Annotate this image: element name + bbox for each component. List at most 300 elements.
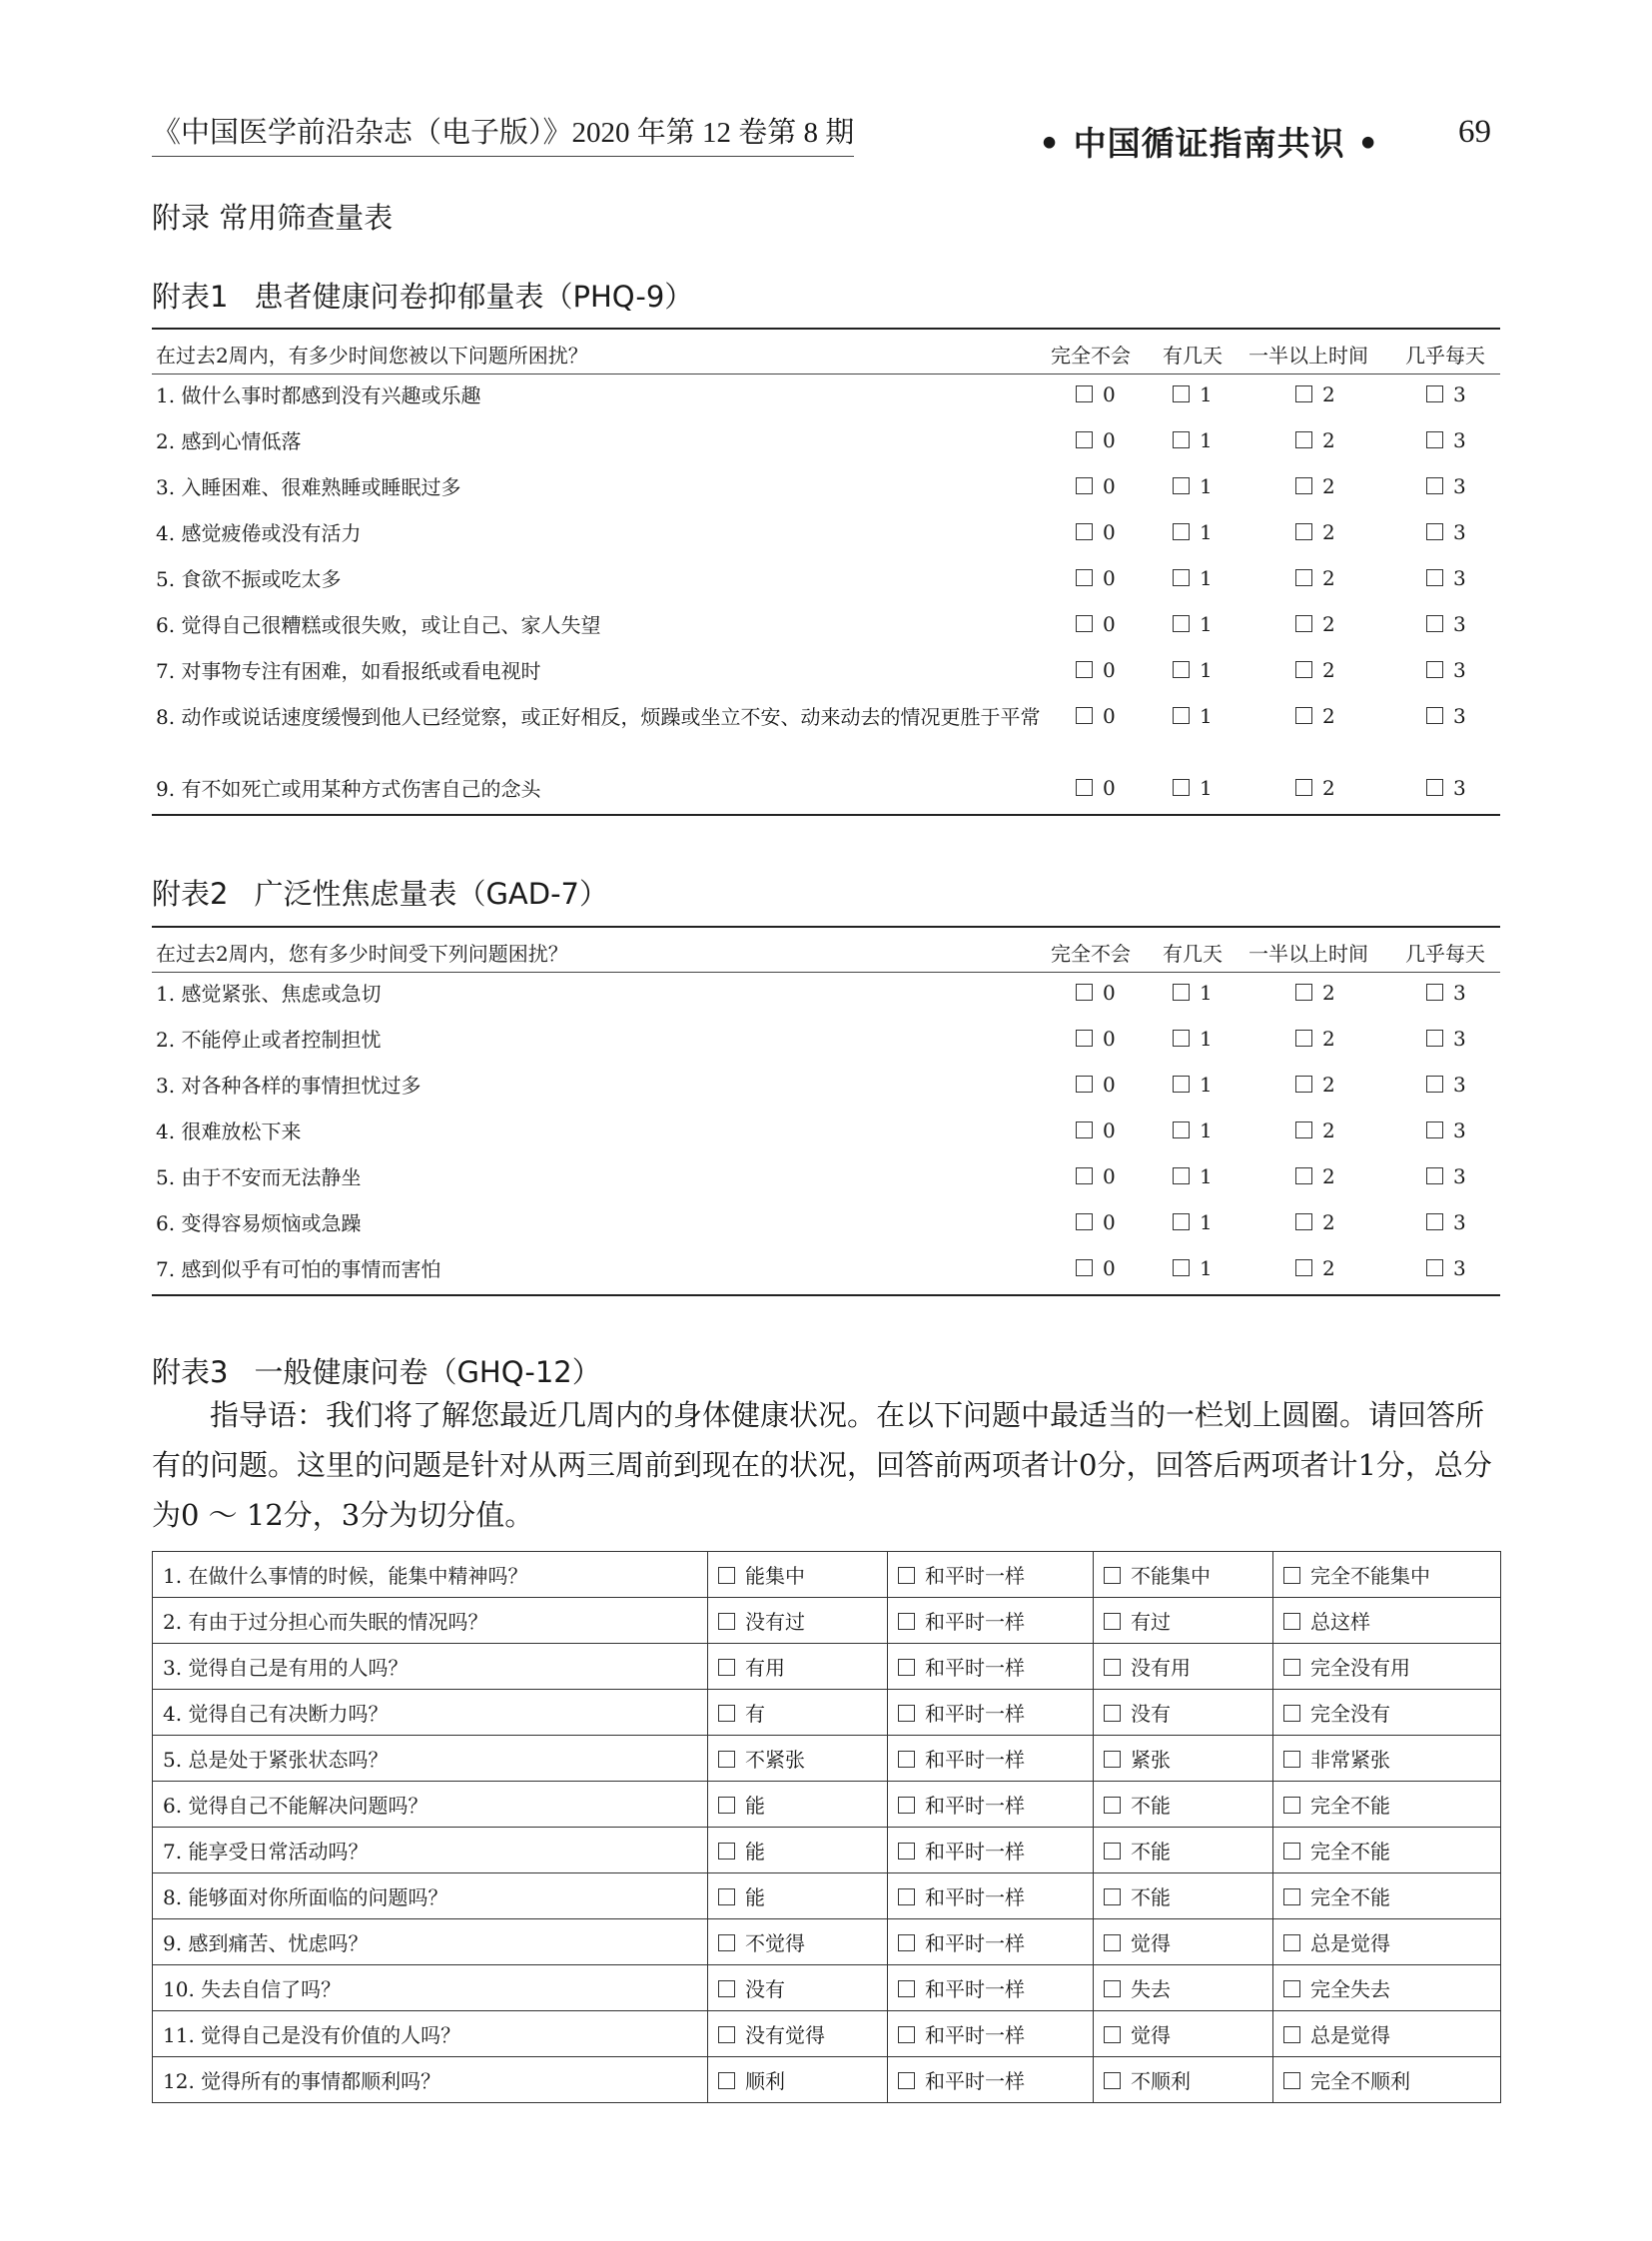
answer-option[interactable] — [888, 1552, 1094, 1598]
answer-option[interactable] — [888, 2011, 1094, 2057]
answer-option[interactable] — [708, 1919, 888, 1965]
score-option[interactable] — [1295, 1164, 1335, 1188]
checkbox[interactable] — [1283, 1705, 1300, 1722]
question-text: 7. 对事物专注有困难，如看报纸或看电视时 — [156, 659, 541, 683]
score-option[interactable] — [1173, 1210, 1213, 1234]
score-option[interactable] — [1426, 658, 1466, 682]
checkbox[interactable] — [1173, 1076, 1190, 1093]
score-option[interactable] — [1295, 1027, 1335, 1051]
checkbox[interactable] — [1426, 984, 1443, 1001]
checkbox[interactable] — [1426, 1076, 1443, 1093]
checkbox[interactable] — [1173, 661, 1190, 678]
score-option[interactable] — [1426, 1119, 1466, 1142]
checkbox[interactable] — [1173, 779, 1190, 796]
option-label: 能 — [745, 1840, 765, 1864]
appendix-title: 附录 常用筛查量表 — [152, 201, 394, 235]
option-label: 和平时一样 — [925, 1840, 1025, 1864]
checkbox[interactable] — [1173, 431, 1190, 448]
answer-option[interactable] — [888, 1690, 1094, 1736]
answer-option[interactable] — [888, 1919, 1094, 1965]
answer-option[interactable] — [708, 1644, 888, 1690]
answer-option[interactable] — [1094, 2011, 1273, 2057]
score-option[interactable] — [1426, 776, 1466, 800]
score-option[interactable] — [1295, 612, 1335, 636]
score-label: 0 — [1103, 520, 1116, 544]
score-label: 3 — [1453, 1256, 1466, 1280]
checkbox[interactable] — [898, 1797, 915, 1814]
checkbox[interactable] — [1173, 523, 1190, 540]
checkbox[interactable] — [1283, 1659, 1300, 1676]
score-option[interactable] — [1426, 981, 1466, 1005]
checkbox[interactable] — [1426, 1213, 1443, 1230]
table-row — [152, 650, 1500, 696]
checkbox[interactable] — [1295, 431, 1312, 448]
answer-option[interactable] — [1094, 1965, 1273, 2011]
checkbox[interactable] — [1426, 707, 1443, 724]
score-label: 2 — [1322, 612, 1335, 636]
checkbox[interactable] — [898, 1567, 915, 1584]
instruction-line: 有的问题。这里的问题是针对从两三周前到现在的状况，回答前两项者计0分，回答后两项者计1分，总分 — [152, 1448, 1492, 1482]
option-label: 没有觉得 — [745, 2023, 825, 2047]
checkbox[interactable] — [1076, 1167, 1093, 1184]
option-label: 完全没有用 — [1310, 1656, 1410, 1680]
score-option[interactable] — [1426, 566, 1466, 590]
answer-option[interactable] — [1094, 1598, 1273, 1644]
answer-option[interactable] — [1273, 1736, 1501, 1782]
checkbox[interactable] — [898, 1980, 915, 1997]
answer-option[interactable] — [1273, 2057, 1501, 2103]
answer-option[interactable] — [708, 1598, 888, 1644]
checkbox[interactable] — [1426, 1167, 1443, 1184]
option-label: 不紧张 — [745, 1748, 805, 1772]
score-option[interactable] — [1426, 474, 1466, 498]
question-text: 2. 有由于过分担心而失眠的情况吗？ — [153, 1598, 708, 1644]
score-label: 1 — [1200, 566, 1213, 590]
answer-option[interactable] — [1273, 1690, 1501, 1736]
answer-option[interactable] — [708, 1552, 888, 1598]
score-option[interactable] — [1076, 1027, 1116, 1051]
table-row — [152, 374, 1500, 420]
table-row — [152, 1248, 1500, 1294]
checkbox[interactable] — [718, 1751, 735, 1768]
checkbox[interactable] — [1426, 1121, 1443, 1138]
answer-option[interactable] — [1273, 1873, 1501, 1919]
score-option[interactable] — [1173, 1256, 1213, 1280]
score-option[interactable] — [1426, 1164, 1466, 1188]
answer-option[interactable] — [1273, 1644, 1501, 1690]
checkbox[interactable] — [1426, 523, 1443, 540]
table-row — [153, 1644, 1501, 1690]
score-option[interactable] — [1426, 1210, 1466, 1234]
score-label: 2 — [1322, 1119, 1335, 1142]
checkbox[interactable] — [1295, 779, 1312, 796]
answer-option[interactable] — [708, 1690, 888, 1736]
score-option[interactable] — [1295, 520, 1335, 544]
score-option[interactable] — [1173, 428, 1213, 452]
checkbox[interactable] — [1295, 1076, 1312, 1093]
checkbox[interactable] — [1295, 707, 1312, 724]
score-option[interactable] — [1173, 1027, 1213, 1051]
checkbox[interactable] — [898, 1888, 915, 1905]
checkbox[interactable] — [1283, 1888, 1300, 1905]
checkbox[interactable] — [718, 1843, 735, 1860]
checkbox[interactable] — [1295, 984, 1312, 1001]
checkbox[interactable] — [1295, 1030, 1312, 1047]
checkbox[interactable] — [1076, 431, 1093, 448]
score-option[interactable] — [1076, 981, 1116, 1005]
table-row — [152, 512, 1500, 558]
answer-option[interactable] — [1094, 1782, 1273, 1828]
answer-option[interactable] — [1094, 1644, 1273, 1690]
question-text: 10. 失去自信了吗？ — [153, 1965, 708, 2011]
option-label: 完全不能 — [1310, 1840, 1390, 1864]
score-option[interactable] — [1295, 1256, 1335, 1280]
score-option[interactable] — [1295, 1210, 1335, 1234]
score-label: 2 — [1322, 428, 1335, 452]
answer-option[interactable] — [1273, 1598, 1501, 1644]
score-option[interactable] — [1076, 612, 1116, 636]
checkbox[interactable] — [1295, 477, 1312, 494]
checkbox[interactable] — [718, 1705, 735, 1722]
question-prompt: 在过去2周内，有多少时间您被以下问题所困扰？ — [156, 344, 588, 368]
score-option[interactable] — [1076, 1256, 1116, 1280]
checkbox[interactable] — [1076, 661, 1093, 678]
option-label: 不觉得 — [745, 1931, 805, 1955]
checkbox[interactable] — [1283, 1613, 1300, 1630]
score-option[interactable] — [1076, 1119, 1116, 1142]
checkbox[interactable] — [1295, 523, 1312, 540]
checkbox[interactable] — [1283, 2072, 1300, 2089]
checkbox[interactable] — [1426, 385, 1443, 402]
score-option[interactable] — [1173, 520, 1213, 544]
checkbox[interactable] — [1426, 615, 1443, 632]
score-option[interactable] — [1076, 1073, 1116, 1097]
answer-option[interactable] — [708, 1873, 888, 1919]
checkbox[interactable] — [1076, 569, 1093, 586]
checkbox[interactable] — [1104, 1888, 1121, 1905]
checkbox[interactable] — [1104, 1934, 1121, 1951]
answer-option[interactable] — [708, 1828, 888, 1873]
checkbox[interactable] — [1173, 385, 1190, 402]
checkbox[interactable] — [1104, 1705, 1121, 1722]
answer-option[interactable] — [1094, 1828, 1273, 1873]
answer-option[interactable] — [708, 1782, 888, 1828]
checkbox[interactable] — [898, 1659, 915, 1676]
score-option[interactable] — [1295, 428, 1335, 452]
checkbox[interactable] — [1104, 1843, 1121, 1860]
table-row — [153, 1552, 1501, 1598]
answer-option[interactable] — [888, 1644, 1094, 1690]
checkbox[interactable] — [718, 2026, 735, 2043]
score-label: 1 — [1200, 981, 1213, 1005]
score-label: 2 — [1322, 382, 1335, 406]
checkbox[interactable] — [1426, 661, 1443, 678]
checkbox[interactable] — [1076, 1213, 1093, 1230]
score-option[interactable] — [1076, 1210, 1116, 1234]
answer-option[interactable] — [708, 2011, 888, 2057]
checkbox[interactable] — [1295, 569, 1312, 586]
answer-option[interactable] — [1094, 2057, 1273, 2103]
checkbox[interactable] — [718, 2072, 735, 2089]
checkbox[interactable] — [1295, 1167, 1312, 1184]
score-label: 3 — [1453, 658, 1466, 682]
score-option[interactable] — [1076, 428, 1116, 452]
score-option[interactable] — [1426, 1256, 1466, 1280]
answer-option[interactable] — [1273, 1919, 1501, 1965]
checkbox[interactable] — [718, 1934, 735, 1951]
score-option[interactable] — [1173, 704, 1213, 728]
score-label: 0 — [1103, 981, 1116, 1005]
checkbox[interactable] — [898, 2026, 915, 2043]
checkbox[interactable] — [1283, 1751, 1300, 1768]
checkbox[interactable] — [1173, 707, 1190, 724]
score-option[interactable] — [1076, 520, 1116, 544]
checkbox[interactable] — [898, 1934, 915, 1951]
checkbox[interactable] — [1283, 1567, 1300, 1584]
answer-option[interactable] — [708, 2057, 888, 2103]
score-option[interactable] — [1295, 1119, 1335, 1142]
score-option[interactable] — [1426, 612, 1466, 636]
score-option[interactable] — [1173, 612, 1213, 636]
checkbox[interactable] — [1173, 1121, 1190, 1138]
score-label: 1 — [1200, 1256, 1213, 1280]
score-label: 3 — [1453, 704, 1466, 728]
checkbox[interactable] — [1283, 1980, 1300, 1997]
answer-option[interactable] — [1094, 1552, 1273, 1598]
score-option[interactable] — [1295, 704, 1335, 728]
answer-option[interactable] — [888, 2057, 1094, 2103]
option-label: 有 — [745, 1702, 765, 1726]
checkbox[interactable] — [1283, 1843, 1300, 1860]
checkbox[interactable] — [718, 1980, 735, 1997]
checkbox[interactable] — [1283, 2026, 1300, 2043]
score-label: 1 — [1200, 658, 1213, 682]
score-option[interactable] — [1173, 1119, 1213, 1142]
score-label: 2 — [1322, 981, 1335, 1005]
checkbox[interactable] — [1173, 1259, 1190, 1276]
checkbox[interactable] — [1076, 1030, 1093, 1047]
checkbox[interactable] — [718, 1567, 735, 1584]
checkbox[interactable] — [1104, 2026, 1121, 2043]
gad7-table — [152, 926, 1500, 1296]
question-text: 8. 能够面对你所面临的问题吗？ — [153, 1873, 708, 1919]
score-option[interactable] — [1076, 1164, 1116, 1188]
answer-option[interactable] — [1094, 1690, 1273, 1736]
table-row — [153, 1828, 1501, 1873]
checkbox[interactable] — [1076, 477, 1093, 494]
option-label: 和平时一样 — [925, 2069, 1025, 2093]
checkbox[interactable] — [1104, 1797, 1121, 1814]
option-label: 有过 — [1131, 1610, 1171, 1634]
option-label: 觉得 — [1131, 1931, 1171, 1955]
score-option[interactable] — [1426, 382, 1466, 406]
checkbox[interactable] — [1104, 2072, 1121, 2089]
checkbox[interactable] — [1104, 1613, 1121, 1630]
score-option[interactable] — [1295, 382, 1335, 406]
score-option[interactable] — [1426, 1073, 1466, 1097]
checkbox[interactable] — [1173, 615, 1190, 632]
score-option[interactable] — [1173, 1073, 1213, 1097]
checkbox[interactable] — [1076, 707, 1093, 724]
score-label: 1 — [1200, 1210, 1213, 1234]
phq9-table-name: 患者健康问卷抑郁量表（PHQ-9） — [254, 280, 694, 314]
score-option[interactable] — [1295, 566, 1335, 590]
checkbox[interactable] — [718, 1659, 735, 1676]
checkbox[interactable] — [1173, 1030, 1190, 1047]
question-text: 6. 觉得自己很糟糕或很失败，或让自己、家人失望 — [156, 613, 601, 637]
answer-option[interactable] — [888, 1598, 1094, 1644]
score-option[interactable] — [1426, 520, 1466, 544]
checkbox[interactable] — [1283, 1934, 1300, 1951]
score-label: 2 — [1322, 1210, 1335, 1234]
option-label: 失去 — [1131, 1977, 1171, 2001]
score-option[interactable] — [1295, 776, 1335, 800]
score-label: 0 — [1103, 1164, 1116, 1188]
checkbox[interactable] — [1076, 779, 1093, 796]
checkbox[interactable] — [1076, 615, 1093, 632]
checkbox[interactable] — [1104, 1659, 1121, 1676]
table-row — [152, 1202, 1500, 1248]
score-option[interactable] — [1295, 658, 1335, 682]
answer-option[interactable] — [888, 1782, 1094, 1828]
question-text: 9. 有不如死亡或用某种方式伤害自己的念头 — [156, 777, 541, 801]
score-option[interactable] — [1295, 1073, 1335, 1097]
score-option[interactable] — [1295, 981, 1335, 1005]
checkbox[interactable] — [1426, 477, 1443, 494]
checkbox[interactable] — [1283, 1797, 1300, 1814]
score-label: 2 — [1322, 776, 1335, 800]
score-label: 0 — [1103, 566, 1116, 590]
score-option[interactable] — [1173, 658, 1213, 682]
question-text: 5. 总是处于紧张状态吗？ — [153, 1736, 708, 1782]
checkbox[interactable] — [1104, 1567, 1121, 1584]
checkbox[interactable] — [1104, 1751, 1121, 1768]
checkbox[interactable] — [1426, 431, 1443, 448]
question-text: 11. 觉得自己是没有价值的人吗？ — [153, 2011, 708, 2057]
checkbox[interactable] — [1295, 615, 1312, 632]
checkbox[interactable] — [1076, 1259, 1093, 1276]
score-label: 0 — [1103, 1256, 1116, 1280]
checkbox[interactable] — [1173, 1167, 1190, 1184]
answer-option[interactable] — [888, 1736, 1094, 1782]
checkbox[interactable] — [718, 1613, 735, 1630]
option-label: 能 — [745, 1794, 765, 1818]
checkbox[interactable] — [1426, 569, 1443, 586]
score-option[interactable] — [1173, 776, 1213, 800]
score-option[interactable] — [1076, 382, 1116, 406]
question-text: 4. 感觉疲倦或没有活力 — [156, 521, 362, 545]
score-option[interactable] — [1076, 474, 1116, 498]
checkbox[interactable] — [898, 1613, 915, 1630]
checkbox[interactable] — [1173, 569, 1190, 586]
option-label: 和平时一样 — [925, 1885, 1025, 1909]
column-header: 一半以上时间 — [1248, 942, 1368, 966]
answer-option[interactable] — [1094, 1873, 1273, 1919]
answer-option[interactable] — [888, 1828, 1094, 1873]
checkbox[interactable] — [1295, 1213, 1312, 1230]
score-option[interactable] — [1426, 428, 1466, 452]
question-text: 2. 感到心情低落 — [156, 429, 302, 453]
answer-option[interactable] — [1273, 1782, 1501, 1828]
answer-option[interactable] — [1094, 1736, 1273, 1782]
checkbox[interactable] — [1295, 661, 1312, 678]
answer-option[interactable] — [1273, 1965, 1501, 2011]
checkbox[interactable] — [1295, 1259, 1312, 1276]
score-option[interactable] — [1076, 566, 1116, 590]
option-label: 完全不能 — [1310, 1794, 1390, 1818]
question-text: 12. 觉得所有的事情都顺利吗？ — [153, 2057, 708, 2103]
checkbox[interactable] — [898, 1843, 915, 1860]
checkbox[interactable] — [1076, 523, 1093, 540]
option-label: 总这样 — [1310, 1610, 1370, 1634]
checkbox[interactable] — [1076, 984, 1093, 1001]
answer-option[interactable] — [708, 1965, 888, 2011]
checkbox[interactable] — [718, 1888, 735, 1905]
column-header: 有几天 — [1163, 344, 1223, 368]
score-label: 1 — [1200, 1073, 1213, 1097]
checkbox[interactable] — [1295, 385, 1312, 402]
answer-option[interactable] — [1094, 1919, 1273, 1965]
score-option[interactable] — [1295, 474, 1335, 498]
checkbox[interactable] — [1173, 1213, 1190, 1230]
answer-option[interactable] — [888, 1873, 1094, 1919]
page-number: 69 — [1458, 114, 1491, 150]
option-label: 能 — [745, 1885, 765, 1909]
checkbox[interactable] — [1295, 1121, 1312, 1138]
score-option[interactable] — [1173, 981, 1213, 1005]
checkbox[interactable] — [1076, 1121, 1093, 1138]
score-option[interactable] — [1426, 1027, 1466, 1051]
score-option[interactable] — [1076, 658, 1116, 682]
checkbox[interactable] — [1426, 1259, 1443, 1276]
option-label: 没有 — [745, 1977, 785, 2001]
score-option[interactable] — [1076, 704, 1116, 728]
score-option[interactable] — [1173, 1164, 1213, 1188]
checkbox[interactable] — [1104, 1980, 1121, 1997]
score-option[interactable] — [1076, 776, 1116, 800]
score-option[interactable] — [1173, 382, 1213, 406]
question-text: 4. 很难放松下来 — [156, 1120, 302, 1143]
checkbox[interactable] — [1076, 1076, 1093, 1093]
score-label: 0 — [1103, 1119, 1116, 1142]
table-row — [153, 1873, 1501, 1919]
checkbox[interactable] — [1173, 477, 1190, 494]
answer-option[interactable] — [888, 1965, 1094, 2011]
score-option[interactable] — [1173, 566, 1213, 590]
checkbox[interactable] — [1173, 984, 1190, 1001]
option-label: 没有过 — [745, 1610, 805, 1634]
answer-option[interactable] — [1273, 1828, 1501, 1873]
checkbox[interactable] — [1076, 385, 1093, 402]
option-label: 完全不顺利 — [1310, 2069, 1410, 2093]
answer-option[interactable] — [708, 1736, 888, 1782]
answer-option[interactable] — [1273, 1552, 1501, 1598]
option-label: 非常紧张 — [1310, 1748, 1390, 1772]
answer-option[interactable] — [1273, 2011, 1501, 2057]
checkbox[interactable] — [898, 1705, 915, 1722]
checkbox[interactable] — [1426, 779, 1443, 796]
checkbox[interactable] — [898, 2072, 915, 2089]
score-label: 3 — [1453, 776, 1466, 800]
checkbox[interactable] — [718, 1797, 735, 1814]
checkbox[interactable] — [1426, 1030, 1443, 1047]
table-row — [152, 696, 1500, 768]
checkbox[interactable] — [898, 1751, 915, 1768]
option-label: 和平时一样 — [925, 1656, 1025, 1680]
gad7-table-number: 附表2 — [152, 877, 229, 911]
score-option[interactable] — [1173, 474, 1213, 498]
score-option[interactable] — [1426, 704, 1466, 728]
